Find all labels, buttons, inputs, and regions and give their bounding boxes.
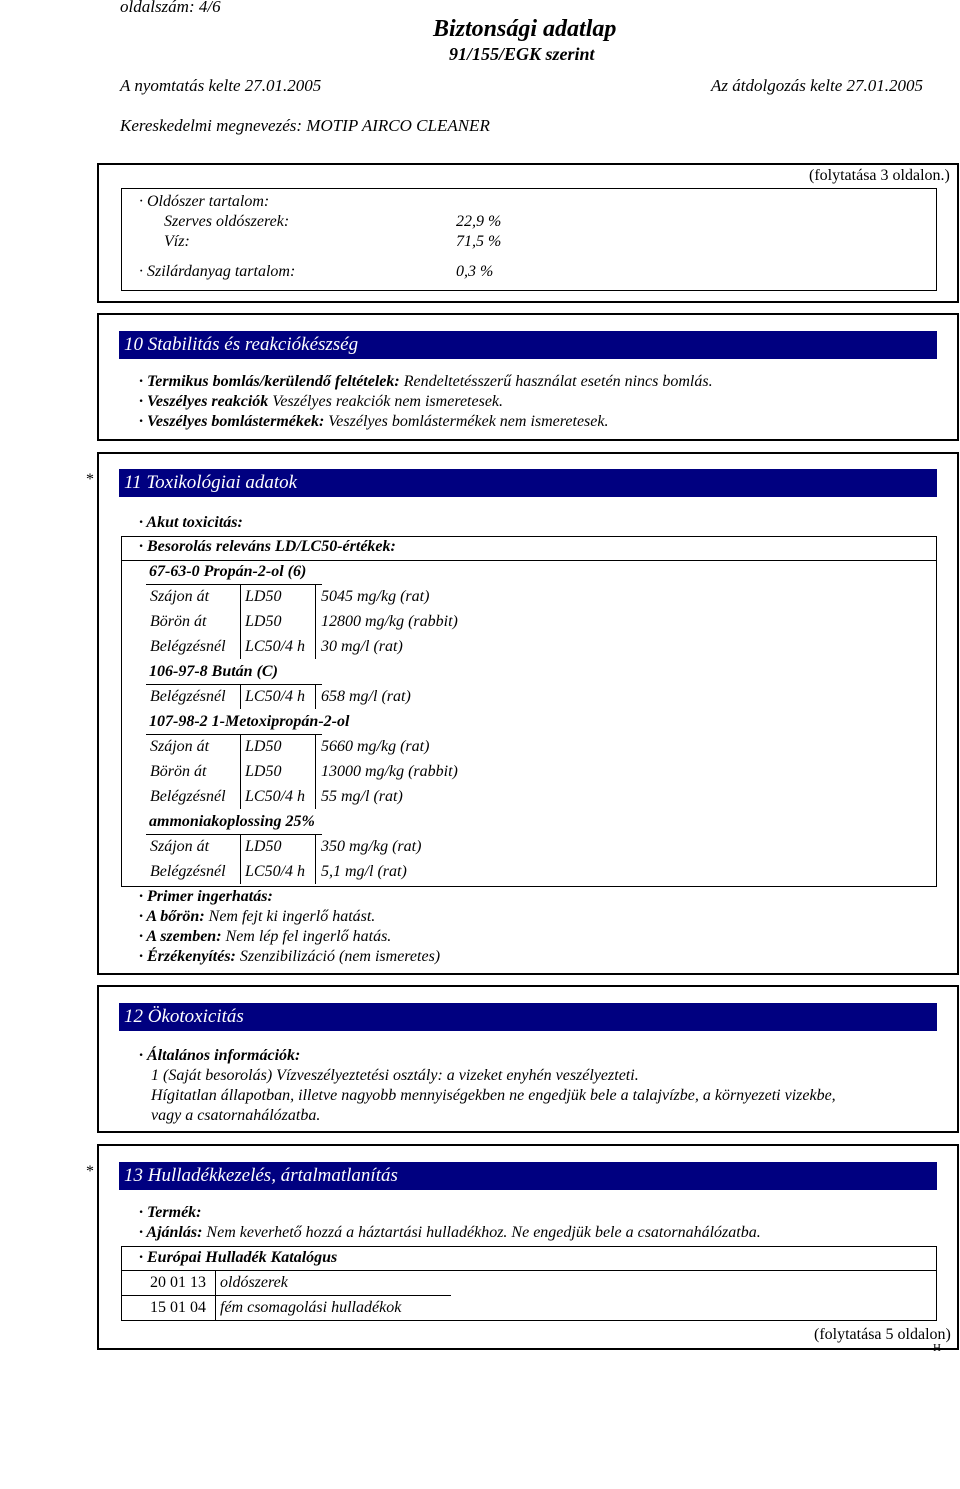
recommendation: · Ajánlás: Nem keverhető hozzá a háztartási hulladékhoz. Ne engedjük bele a csatornahálózatba. <box>139 1224 761 1241</box>
waste-code: 15 01 04 <box>150 1299 206 1316</box>
section-10-box <box>97 313 959 441</box>
route-cell: Belégzésnél <box>150 638 226 655</box>
waste-code: 20 01 13 <box>150 1274 206 1291</box>
disposal-advice-line: Hígitatlan állapotban, illetve nagyobb mennyiségekben ne engedjük bele a talajvízbe, a környezeti vizekbe, <box>151 1087 836 1104</box>
waste-description: oldószerek <box>220 1274 288 1291</box>
solids-label: · Szilárdanyag tartalom: <box>139 263 296 280</box>
route-cell: Börön át <box>150 613 207 630</box>
eye-irritation: · A szemben: Nem lép fel ingerlő hatás. <box>139 928 392 945</box>
table-rule <box>121 1295 451 1296</box>
substance-name: 107-98-2 1-Metoxipropán-2-ol <box>149 713 350 730</box>
table-rule <box>240 684 241 709</box>
section-13-box <box>97 1144 959 1354</box>
solvent-content-box <box>97 163 959 303</box>
solids-value: 0,3 % <box>456 263 494 280</box>
product-label: · Termék: <box>139 1204 202 1221</box>
general-info-label: · Általános információk: <box>139 1047 301 1064</box>
trade-name: Kereskedelmi megnevezés: MOTIP AIRCO CLEANER <box>120 116 490 135</box>
type-cell: LC50/4 h <box>245 638 306 655</box>
water-label: Víz: <box>164 233 190 250</box>
value-cell: 13000 mg/kg (rabbit) <box>321 763 458 780</box>
continued-to-note: (folytatása 5 oldalon) <box>814 1326 951 1343</box>
value-cell: 30 mg/l (rat) <box>321 638 403 655</box>
type-cell: LD50 <box>245 613 282 630</box>
type-cell: LC50/4 h <box>245 788 306 805</box>
table-rule <box>146 684 322 685</box>
route-cell: Szájon át <box>150 588 210 605</box>
type-cell: LC50/4 h <box>245 688 306 705</box>
revision-date: Az átdolgozás kelte 27.01.2005 <box>711 76 924 95</box>
route-cell: Börön át <box>150 763 207 780</box>
acute-toxicity-label: · Akut toxicitás: <box>139 514 243 531</box>
type-cell: LD50 <box>245 738 282 755</box>
table-rule <box>146 584 322 585</box>
type-cell: LD50 <box>245 838 282 855</box>
primary-irritation-label: · Primer ingerhatás: <box>139 888 273 905</box>
dangerous-reactions: · Veszélyes reakciók Veszélyes reakciók nem ismeretesek. <box>139 393 504 410</box>
table-rule <box>240 834 241 884</box>
section-11-title: 11 Toxikológiai adatok <box>119 469 937 497</box>
continued-from-note: (folytatása 3 oldalon.) <box>809 167 950 184</box>
value-cell: 350 mg/kg (rat) <box>321 838 422 855</box>
value-cell: 658 mg/l (rat) <box>321 688 411 705</box>
substance-name: 106-97-8 Bután (C) <box>149 663 278 680</box>
page-number: oldalszám: 4/6 <box>120 0 221 16</box>
route-cell: Szájon át <box>150 738 210 755</box>
route-cell: Szájon át <box>150 838 210 855</box>
catalogue-divider <box>121 1270 937 1271</box>
classification-label: · Besorolás releváns LD/LC50-értékek: <box>139 538 396 555</box>
route-cell: Belégzésnél <box>150 863 226 880</box>
type-cell: LD50 <box>245 588 282 605</box>
section-13-change-marker: * <box>86 1163 94 1180</box>
waste-description: fém csomagolási hulladékok <box>220 1299 402 1316</box>
type-cell: LC50/4 h <box>245 863 306 880</box>
section-10-title: 10 Stabilitás és reakciókészség <box>119 331 937 359</box>
section-11-box <box>97 452 959 975</box>
value-cell: 5045 mg/kg (rat) <box>321 588 430 605</box>
table-rule <box>315 584 316 659</box>
document-subtitle: 91/155/EGK szerint <box>449 44 595 64</box>
route-cell: Belégzésnél <box>150 788 226 805</box>
route-cell: Belégzésnél <box>150 688 226 705</box>
table-rule <box>315 834 316 884</box>
disposal-advice-line: vagy a csatornahálózatba. <box>151 1107 321 1124</box>
value-cell: 55 mg/l (rat) <box>321 788 403 805</box>
water-value: 71,5 % <box>456 233 502 250</box>
table-rule <box>240 584 241 659</box>
skin-irritation: · A bőrön: Nem fejt ki ingerlő hatást. <box>139 908 376 925</box>
table-rule <box>315 734 316 809</box>
table-rule <box>146 734 322 735</box>
section-12-title: 12 Ökotoxicitás <box>119 1003 937 1031</box>
waste-catalogue-label: · Európai Hulladék Katalógus <box>139 1249 338 1266</box>
footer-mark: H <box>933 1342 941 1354</box>
type-cell: LD50 <box>245 763 282 780</box>
organic-solvents-value: 22,9 % <box>456 213 502 230</box>
water-hazard-class: 1 (Saját besorolás) Vízveszélyeztetési osztály: a vizeket enyhén veszélyezteti. <box>151 1067 639 1084</box>
dangerous-products: · Veszélyes bomlástermékek: Veszélyes bomlástermékek nem ismeretesek. <box>139 413 609 430</box>
sensitisation: · Érzékenyítés: Szenzibilizáció (nem ismeretes) <box>139 948 441 965</box>
table-rule <box>315 684 316 709</box>
print-date: A nyomtatás kelte 27.01.2005 <box>120 76 322 95</box>
section-13-title: 13 Hulladékkezelés, ártalmatlanítás <box>119 1162 937 1190</box>
thermal-decomposition: · Termikus bomlás/kerülendő feltételek: Rendeltetésszerű használat esetén nincs bomlás. <box>139 373 713 390</box>
document-title: Biztonsági adatlap <box>433 16 617 42</box>
value-cell: 5660 mg/kg (rat) <box>321 738 430 755</box>
solvent-label: · Oldószer tartalom: <box>139 193 270 210</box>
section-12-box <box>97 985 959 1133</box>
table-rule <box>240 734 241 809</box>
value-cell: 5,1 mg/l (rat) <box>321 863 407 880</box>
substance-name: ammoniakoplossing 25% <box>149 813 315 830</box>
organic-solvents-label: Szerves oldószerek: <box>164 213 290 230</box>
value-cell: 12800 mg/kg (rabbit) <box>321 613 458 630</box>
substance-name: 67-63-0 Propán-2-ol (6) <box>149 563 307 580</box>
table-rule <box>146 834 322 835</box>
classification-divider <box>121 560 937 561</box>
section-11-change-marker: * <box>86 471 94 488</box>
